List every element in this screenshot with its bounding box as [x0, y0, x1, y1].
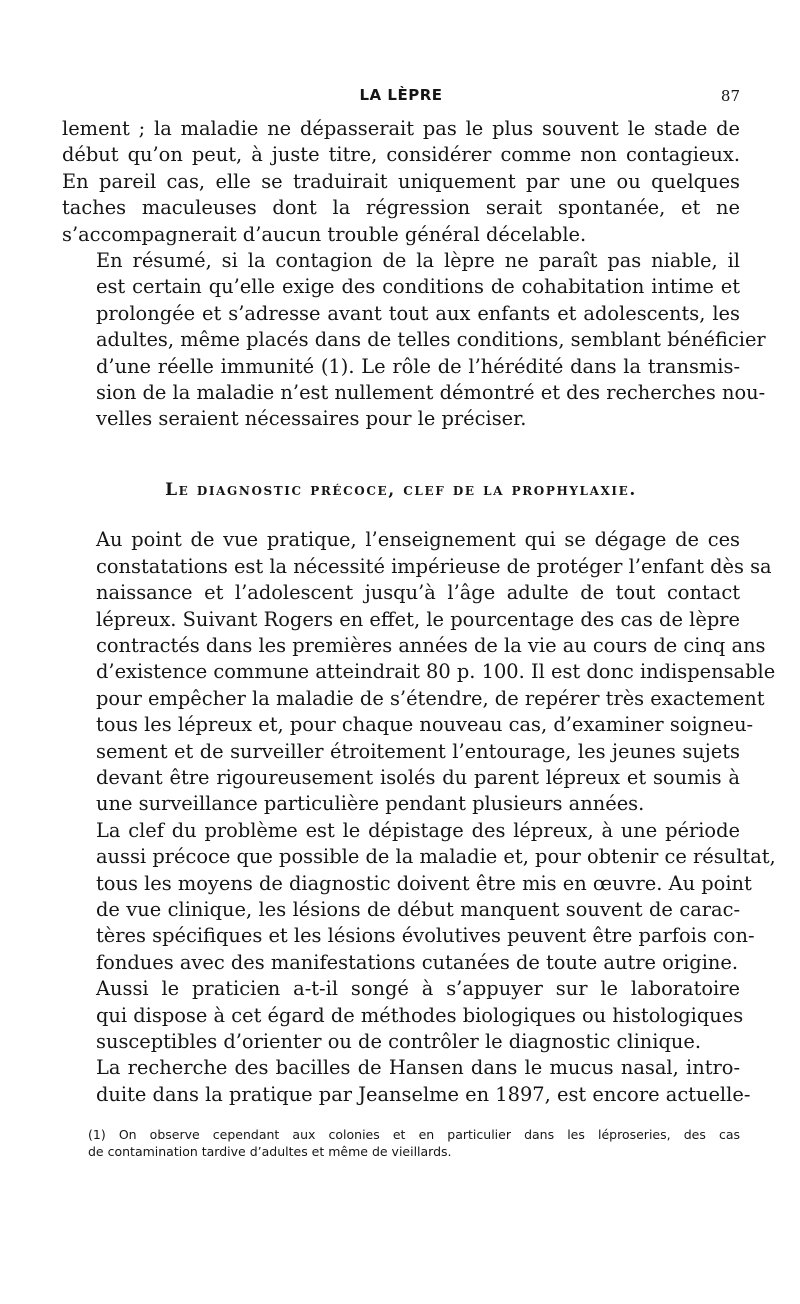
text-line: d’existence commune atteindrait 80 p. 100. Il est donc indispensable — [96, 660, 776, 684]
paragraph-continuation — [62, 116, 740, 248]
paragraph-hansen — [62, 1055, 751, 1108]
text-line: velles seraient nécessaires pour le préciser. — [96, 407, 527, 431]
text-line: début qu’on peut, à juste titre, considérer comme non contagieux. — [62, 143, 740, 167]
text-line: sion de la maladie n’est nullement démontré et des recherches nou- — [96, 381, 766, 405]
running-title: LA LÈPRE — [359, 86, 443, 104]
footnote — [62, 1126, 740, 1160]
text-line: taches maculeuses dont la régression serait spontanée, et ne — [62, 196, 740, 220]
text-line: constatations est la nécessité impérieuse de protéger l’enfant dès sa — [96, 554, 772, 578]
paragraph-laboratory — [62, 976, 744, 1055]
text-line: s’accompagnerait d’aucun trouble général décelable. — [62, 222, 587, 246]
text-line: une surveillance particulière pendant plusieurs années. — [96, 792, 645, 816]
paragraph-screening — [62, 818, 776, 976]
text-line: de vue clinique, les lésions de début manquent souvent de carac- — [96, 897, 740, 921]
footnote-text — [62, 1126, 740, 1160]
footnote-line: (1) On observe cependant aux colonies et en particulier dans les léproseries, des cas — [88, 1127, 740, 1143]
text-line: La clef du problème est le dépistage des lépreux, à une période — [96, 818, 740, 842]
text-line: naissance et l’adolescent jusqu’à l’âge adulte de tout contact — [96, 581, 740, 605]
text-line: En résumé, si la contagion de la lèpre ne paraît pas niable, il — [96, 249, 740, 273]
book-page — [62, 86, 776, 1266]
footnote-spacer — [62, 1108, 740, 1126]
text-line: pour empêcher la maladie de s’étendre, de repérer très exactement — [96, 686, 765, 710]
paragraph-summary — [62, 248, 766, 433]
page-number: 87 — [720, 87, 740, 105]
text-line: Aussi le praticien a-t-il songé à s’appuyer sur le laboratoire — [96, 977, 740, 1001]
text-line: qui dispose à cet égard de méthodes biologiques ou histologiques — [96, 1003, 744, 1027]
text-line: prolongée et s’adresse avant tout aux enfants et adolescents, les — [96, 301, 740, 325]
text-line: Au point de vue pratique, l’enseignement qui se dégage de ces — [96, 528, 740, 552]
text-line: sement et de surveiller étroitement l’entourage, les jeunes sujets — [96, 739, 740, 763]
text-line: contractés dans les premières années de la vie au cours de cinq ans — [96, 633, 766, 657]
text-line: aussi précoce que possible de la maladie et, pour obtenir ce résultat, — [96, 845, 776, 869]
page-header — [62, 86, 740, 116]
text-line: devant être rigoureusement isolés du parent lépreux et soumis à — [96, 765, 740, 789]
text-line: tères spécifiques et les lésions évolutives peuvent être parfois con- — [96, 924, 755, 948]
text-line: lépreux. Suivant Rogers en effet, le pourcentage des cas de lèpre — [96, 607, 740, 631]
paragraph-practical — [62, 527, 776, 817]
text-line: d’une réelle immunité (1). Le rôle de l’hérédité dans la transmis- — [96, 354, 740, 378]
text-line: En pareil cas, elle se traduirait uniquement par une ou quelques — [62, 169, 740, 193]
text-line: fondues avec des manifestations cutanées de toute autre origine. — [96, 950, 739, 974]
text-line: duite dans la pratique par Jeanselme en 1897, est encore actuelle- — [96, 1082, 751, 1106]
text-line: lement ; la maladie ne dépasserait pas le plus souvent le stade de — [62, 117, 740, 140]
text-line: La recherche des bacilles de Hansen dans le mucus nasal, intro- — [96, 1056, 740, 1080]
text-line: est certain qu’elle exige des conditions de cohabitation intime et — [96, 275, 740, 299]
section-heading: Le diagnostic précoce, clef de la prophylaxie. — [165, 479, 637, 500]
text-line: adultes, même placés dans de telles conditions, semblant bénéficier — [96, 328, 766, 352]
text-line: tous les moyens de diagnostic doivent être mis en œuvre. Au point — [96, 871, 752, 895]
text-line: susceptibles d’orienter ou de contrôler le diagnostic clinique. — [96, 1030, 702, 1053]
body-text — [62, 116, 776, 1108]
footnote-line: de contamination tardive d’adultes et même de vieillards. — [88, 1144, 452, 1160]
text-line: tous les lépreux et, pour chaque nouveau cas, d’examiner soigneu- — [96, 713, 754, 737]
